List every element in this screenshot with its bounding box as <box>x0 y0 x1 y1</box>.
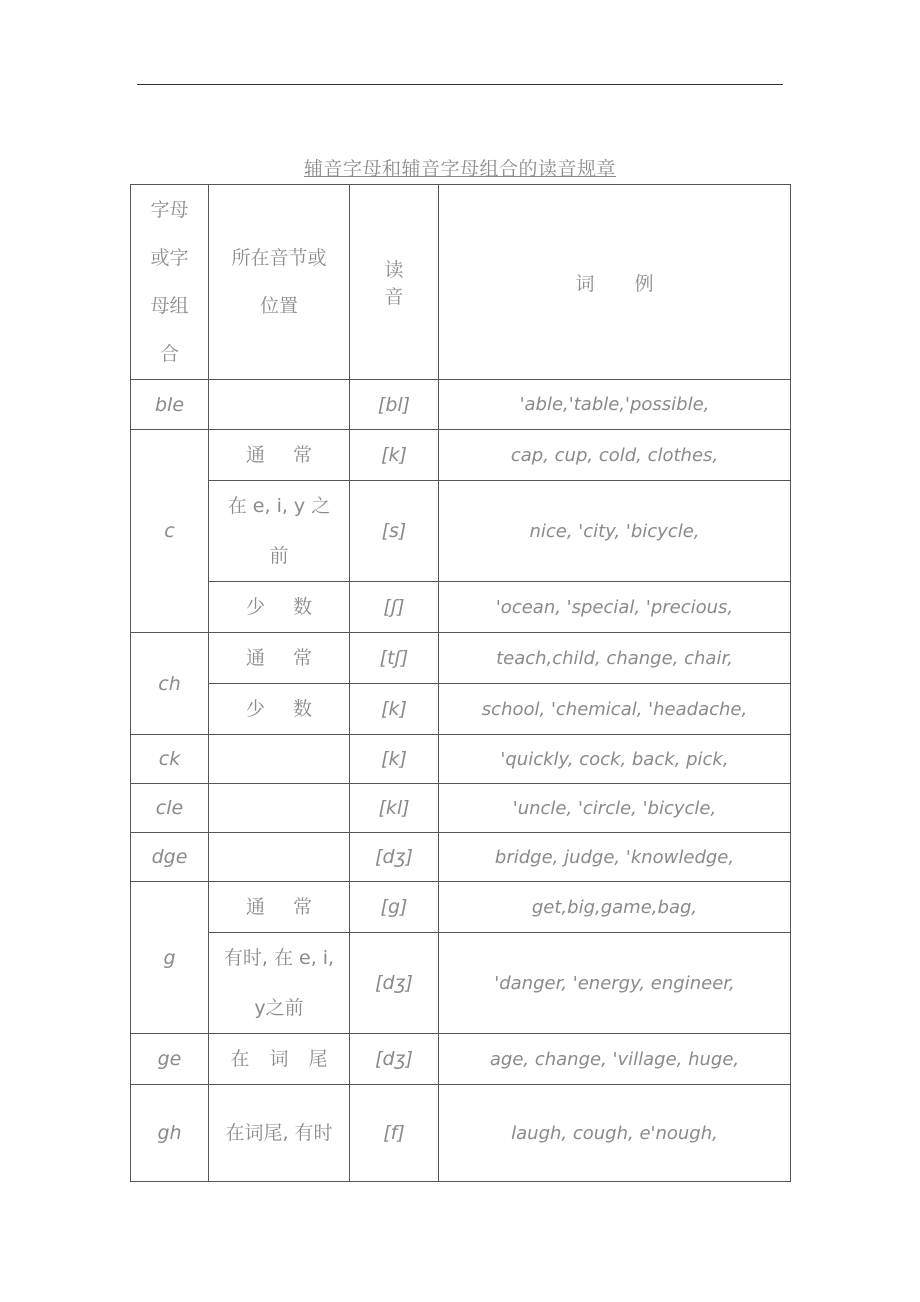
position-cell: 有时, 在 e, i, y之前 <box>209 933 350 1034</box>
consonant-pronunciation-table <box>130 184 791 1182</box>
table-row <box>131 735 791 784</box>
examples-cell: cap, cup, cold, clothes, <box>439 430 791 481</box>
pronunciation-cell: [f] <box>350 1085 439 1182</box>
pronunciation-cell: [tʃ] <box>350 633 439 684</box>
pronunciation-cell: [k] <box>350 430 439 481</box>
position-cell <box>209 380 350 430</box>
letter-cell: cle <box>131 784 209 833</box>
examples-cell: 'ocean, 'special, 'precious, <box>439 582 791 633</box>
letter-cell: ge <box>131 1034 209 1085</box>
examples-cell: 'uncle, 'circle, 'bicycle, <box>439 784 791 833</box>
pronunciation-cell: [bl] <box>350 380 439 430</box>
table-header-row <box>131 185 791 380</box>
table-row <box>131 833 791 882</box>
letter-cell: ble <box>131 380 209 430</box>
position-cell: 少数 <box>209 684 350 735</box>
pronunciation-cell: [s] <box>350 481 439 582</box>
pronunciation-cell: [g] <box>350 882 439 933</box>
examples-cell: school, 'chemical, 'headache, <box>439 684 791 735</box>
examples-cell: laugh, cough, e'nough, <box>439 1085 791 1182</box>
table-row <box>131 784 791 833</box>
header-pronunciation-cell: 读音 <box>350 185 439 380</box>
examples-cell: 'danger, 'energy, engineer, <box>439 933 791 1034</box>
pronunciation-cell: [dʒ] <box>350 1034 439 1085</box>
table-row <box>131 481 791 582</box>
examples-cell: get,big,game,bag, <box>439 882 791 933</box>
examples-cell: nice, 'city, 'bicycle, <box>439 481 791 582</box>
position-cell <box>209 784 350 833</box>
pronunciation-cell: [kl] <box>350 784 439 833</box>
table-row <box>131 1085 791 1182</box>
header-rule <box>137 84 783 85</box>
position-cell: 少数 <box>209 582 350 633</box>
pronunciation-cell: [ʃ] <box>350 582 439 633</box>
position-cell <box>209 833 350 882</box>
position-cell: 通常 <box>209 882 350 933</box>
letter-cell: gh <box>131 1085 209 1182</box>
header-examples-cell: 词例 <box>439 185 791 380</box>
table-row <box>131 380 791 430</box>
table-row <box>131 882 791 933</box>
pronunciation-cell: [k] <box>350 735 439 784</box>
header-position-cell: 所在音节或位置 <box>209 185 350 380</box>
table-row <box>131 684 791 735</box>
examples-cell: age, change, 'village, huge, <box>439 1034 791 1085</box>
page-title: 辅音字母和辅音字母组合的读音规章 <box>303 158 616 180</box>
letter-cell: g <box>131 882 209 1034</box>
table-row <box>131 1034 791 1085</box>
examples-cell: teach,child, change, chair, <box>439 633 791 684</box>
pronunciation-cell: [dʒ] <box>350 833 439 882</box>
letter-cell: dge <box>131 833 209 882</box>
position-cell: 通常 <box>209 430 350 481</box>
position-cell: 在词尾, 有时 <box>209 1085 350 1182</box>
letter-cell: c <box>131 430 209 633</box>
position-cell <box>209 735 350 784</box>
position-cell: 在 e, i, y 之前 <box>209 481 350 582</box>
position-cell: 在词尾 <box>209 1034 350 1085</box>
table-row <box>131 633 791 684</box>
table-row <box>131 430 791 481</box>
table-row <box>131 933 791 1034</box>
letter-cell: ck <box>131 735 209 784</box>
examples-cell: 'quickly, cock, back, pick, <box>439 735 791 784</box>
header-letter-cell: 字母或字母组合 <box>131 185 209 380</box>
examples-cell: 'able,'table,'possible, <box>439 380 791 430</box>
examples-cell: bridge, judge, 'knowledge, <box>439 833 791 882</box>
pronunciation-cell: [k] <box>350 684 439 735</box>
table-row <box>131 582 791 633</box>
position-cell: 通常 <box>209 633 350 684</box>
letter-cell: ch <box>131 633 209 735</box>
pronunciation-cell: [dʒ] <box>350 933 439 1034</box>
